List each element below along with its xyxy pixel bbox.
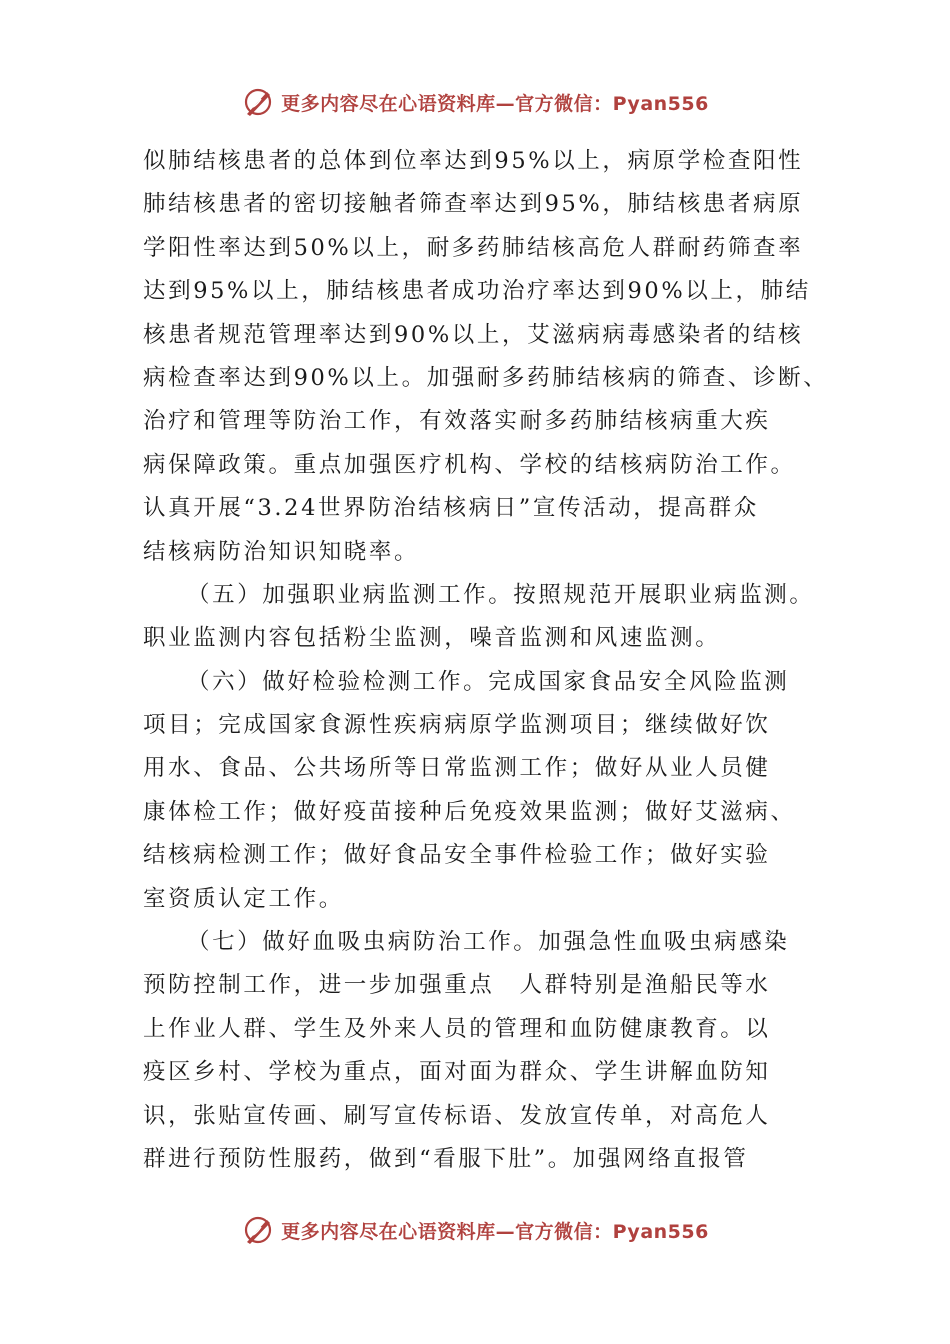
text-line: 疫区乡村、学校为重点，面对面为群众、学生讲解血防知	[143, 1059, 771, 1086]
text-line: 结核病防治知识知晓率。	[143, 538, 420, 565]
text-line: 学阳性率达到50%以上，耐多药肺结核高危人群耐药筛查率	[143, 234, 804, 261]
text-line: 治疗和管理等防治工作，有效落实耐多药肺结核病重大疾	[143, 408, 771, 435]
text-line: 上作业人群、学生及外来人员的管理和血防健康教育。以	[143, 1015, 771, 1042]
text-line: 室资质认定工作。	[143, 885, 344, 912]
text-line: 肺结核患者的密切接触者筛查率达到95%，肺结核患者病原	[143, 191, 804, 218]
section-heading-line: （五）加强职业病监测工作。按照规范开展职业病监测。	[187, 581, 815, 608]
text-line: 达到95%以上，肺结核患者成功治疗率达到90%以上，肺结	[143, 278, 811, 305]
text-line: 结核病检测工作；做好食品安全事件检验工作；做好实验	[143, 842, 771, 869]
text-line: 预防控制工作，进一步加强重点 人群特别是渔船民等水	[143, 972, 771, 999]
text-line: 职业监测内容包括粉尘监测，噪音监测和风速监测。	[143, 625, 721, 652]
section-heading-line: （六）做好检验检测工作。完成国家食品安全风险监测	[187, 668, 790, 695]
text-line: 识，张贴宣传画、刷写宣传标语、发放宣传单，对高危人	[143, 1102, 771, 1129]
section-heading-line: （七）做好血吸虫病防治工作。加强急性血吸虫病感染	[187, 929, 790, 956]
header-banner	[0, 82, 950, 122]
text-line: 用水、食品、公共场所等日常监测工作；做好从业人员健	[143, 755, 771, 782]
quill-logo-icon	[241, 1213, 275, 1247]
text-line: 核患者规范管理率达到90%以上，艾滋病病毒感染者的结核	[143, 321, 804, 348]
text-line: 认真开展“3.24世界防治结核病日”宣传活动，提高群众	[143, 495, 759, 522]
footer-banner	[0, 1210, 950, 1250]
text-line: 病保障政策。重点加强医疗机构、学校的结核病防治工作。	[143, 451, 796, 478]
text-line: 项目；完成国家食源性疾病病原学监测项目；继续做好饮	[143, 712, 771, 739]
footer-banner-text: 更多内容尽在心语资料库—官方微信：Pyan556	[281, 1220, 709, 1243]
text-line: 康体检工作；做好疫苗接种后免疫效果监测；做好艾滋病、	[143, 798, 796, 825]
text-line: 病检查率达到90%以上。加强耐多药肺结核病的筛查、诊断、	[143, 364, 829, 391]
text-line: 似肺结核患者的总体到位率达到95%以上，病原学检查阳性	[143, 148, 804, 174]
header-banner-text: 更多内容尽在心语资料库—官方微信：Pyan556	[281, 92, 709, 115]
quill-logo-icon	[241, 85, 275, 119]
document-body	[143, 140, 829, 1181]
text-line: 群进行预防性服药，做到“看服下肚”。加强网络直报管	[143, 1145, 749, 1172]
